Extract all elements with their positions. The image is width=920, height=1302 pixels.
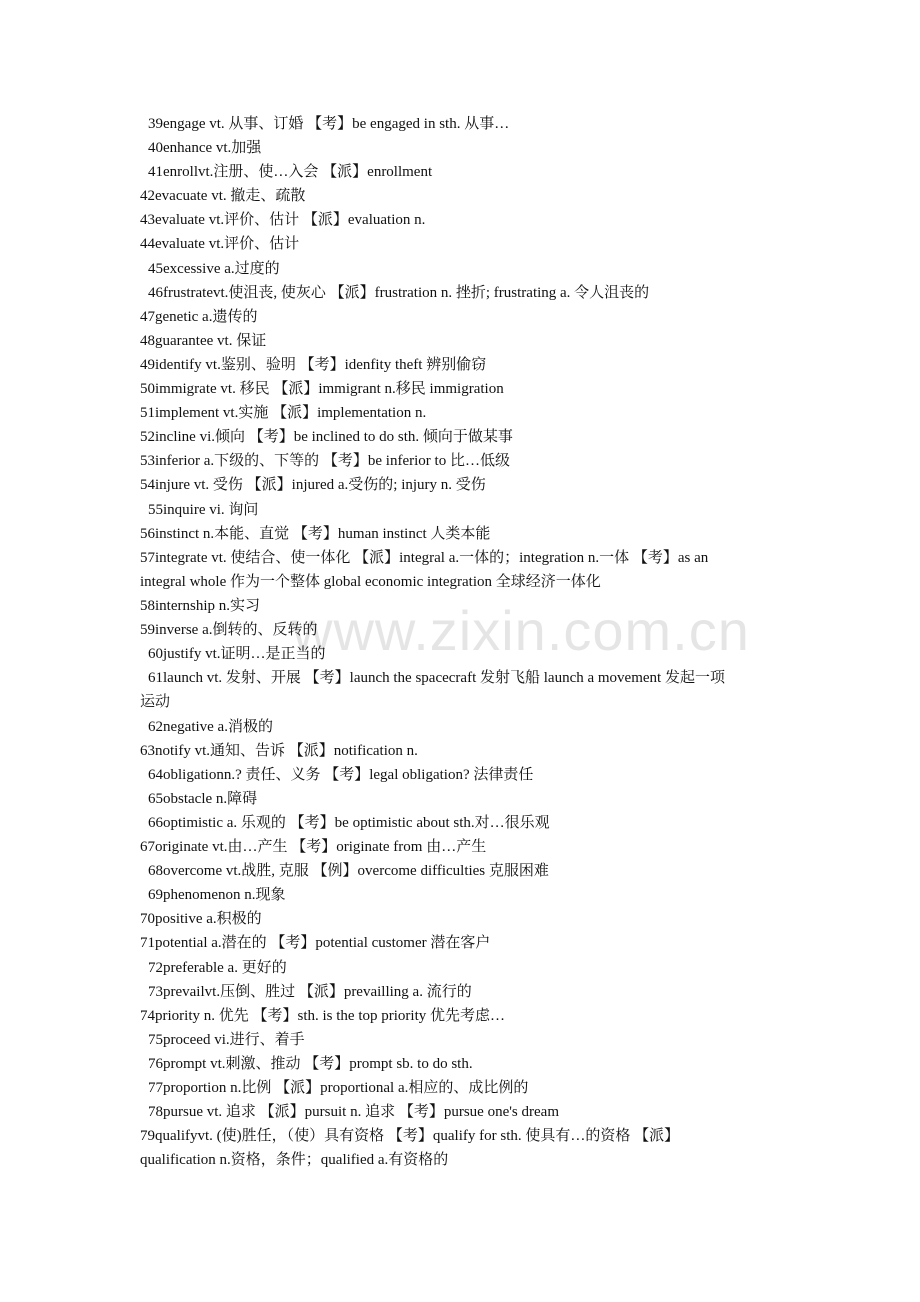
vocab-line-75: 75proceed vi.进行、着手 [148,1032,305,1048]
vocab-line-51: 51implement vt.实施 【派】implementation n. [140,405,427,421]
vocab-line-56: 56instinct n.本能、直觉 【考】human instinct 人类本能 [140,526,491,542]
vocab-line-60: 60justify vt.证明…是正当的 [148,646,326,662]
vocab-line-46: 46frustratevt.使沮丧, 使灰心 【派】frustration n. 挫折; frustrating a. 令人沮丧的 [148,285,650,301]
vocab-line-65: 65obstacle n.障碍 [148,791,258,807]
vocab-line-59: 59inverse a.倒转的、反转的 [140,622,318,638]
vocab-line-42: 42evacuate vt. 撤走、疏散 [140,188,306,204]
vocab-line-41: 41enrollvt.注册、使…入会 【派】enrollment [148,164,433,180]
vocab-line-49: 49identify vt.鉴别、验明 【考】idenfity theft 辨别偷窃 [140,357,487,373]
vocab-line-61-cont: 运动 [140,694,171,710]
vocab-line-74: 74priority n. 优先 【考】sth. is the top priority 优先考虑… [140,1008,505,1024]
vocab-line-66: 66optimistic a. 乐观的 【考】be optimistic about sth.对…很乐观 [148,815,550,831]
vocab-line-58: 58internship n.实习 [140,598,260,614]
vocab-line-69: 69phenomenon n.现象 [148,887,286,903]
vocab-line-47: 47genetic a.遗传的 [140,309,258,325]
vocab-line-45: 45excessive a.过度的 [148,261,280,277]
vocab-line-64: 64obligationn.? 责任、义务 【考】legal obligation? 法律责任 [148,767,534,783]
vocab-line-79: 79qualifyvt. (使)胜任，（使）具有资格 【考】qualify for sth. 使具有…的资格 【派】 [140,1128,680,1144]
vocab-line-39: 39engage vt. 从事、订婚 【考】be engaged in sth. 从事… [148,116,510,132]
vocab-line-63: 63notify vt.通知、告诉 【派】notification n. [140,743,418,759]
vocab-line-72: 72preferable a. 更好的 [148,960,287,976]
vocab-line-44: 44evaluate vt.评价、估计 [140,236,300,252]
vocab-line-55: 55inquire vi. 询问 [148,502,259,518]
vocab-line-62: 62negative a.消极的 [148,719,273,735]
vocab-line-76: 76prompt vt.刺激、推动 【考】prompt sb. to do sth. [148,1056,473,1072]
vocab-line-68: 68overcome vt.战胜, 克服 【例】overcome difficulties 克服困难 [148,863,549,879]
vocab-line-48: 48guarantee vt. 保证 [140,333,267,349]
vocab-line-77: 77proportion n.比例 【派】proportional a.相应的、成比例的 [148,1080,529,1096]
vocab-line-57: 57integrate vt. 使结合、使一体化 【派】integral a.一体的；integration n.一体 【考】as an [140,550,709,566]
vocab-line-78: 78pursue vt. 追求 【派】pursuit n. 追求 【考】pursue one's dream [148,1104,559,1120]
vocab-line-70: 70positive a.积极的 [140,911,262,927]
watermark: www.zixin.com.cn [292,599,750,662]
vocab-line-50: 50immigrate vt. 移民 【派】immigrant n.移民 immigration [140,381,504,397]
vocab-line-79-cont: qualification n.资格，条件；qualified a.有资格的 [140,1152,449,1168]
vocab-line-57-cont: integral whole 作为一个整体 global economic integration 全球经济一体化 [140,574,601,590]
vocab-line-71: 71potential a.潜在的 【考】potential customer 潜在客户 [140,935,491,951]
vocab-line-53: 53inferior a.下级的、下等的 【考】be inferior to 比…低级 [140,453,510,469]
vocab-line-40: 40enhance vt.加强 [148,140,262,156]
vocab-line-67: 67originate vt.由…产生 【考】originate from 由…产生 [140,839,487,855]
vocab-line-54: 54injure vt. 受伤 【派】injured a.受伤的; injury n. 受伤 [140,477,486,493]
vocab-line-61: 61launch vt. 发射、开展 【考】launch the spacecraft 发射飞船 launch a movement 发起一项 [148,670,725,686]
vocab-line-43: 43evaluate vt.评价、估计 【派】evaluation n. [140,212,426,228]
vocab-line-52: 52incline vi.倾向 【考】be inclined to do sth. 倾向于做某事 [140,429,513,445]
vocab-line-73: 73prevailvt.压倒、胜过 【派】prevailling a. 流行的 [148,984,472,1000]
